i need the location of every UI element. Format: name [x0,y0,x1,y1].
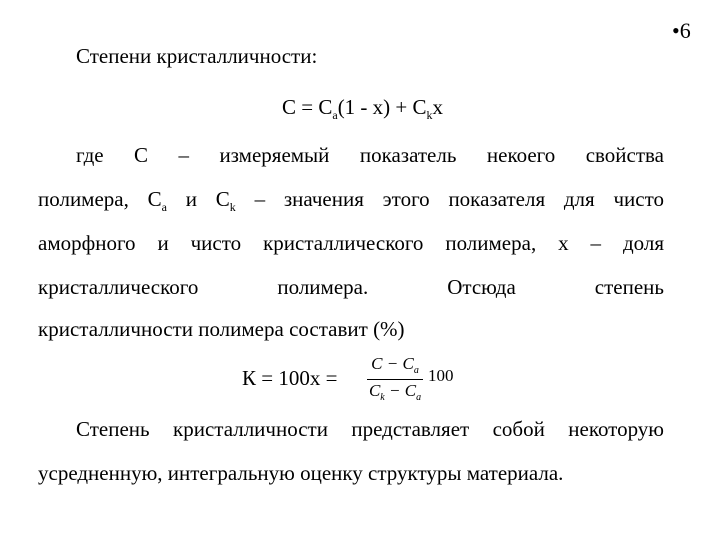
definition-line-3: аморфного и чисто кристаллического полимера, x – доля [38,231,664,255]
denominator-c: C [368,381,381,400]
fraction-bar [367,379,423,380]
denominator-subscript-a: a [416,392,422,403]
slide-number-value: 6 [679,18,691,43]
fraction-factor: 100 [428,366,454,385]
numerator-minus: − [382,354,403,373]
denominator-subscript-k: k [380,392,385,403]
heading: Степени кристалличности: [76,44,318,68]
degree-formula-lhs: К = 100x = [242,366,338,390]
definition-subscript-k: k [229,200,236,214]
crystallinity-formula [282,95,443,123]
definition-line-2-c: – значения этого показателя для чисто [235,187,664,211]
definition-line-2-a: полимера, C [38,187,162,211]
numerator-ca: C [402,354,414,373]
definition-subscript-a: a [161,200,167,214]
denominator-minus: − [384,381,405,400]
numerator-subscript-a: a [413,365,419,376]
degree-fraction [365,352,425,404]
conclusion-line-1: Степень кристалличности представляет собой некоторую [76,417,664,441]
definition-line-2 [38,187,664,215]
conclusion-line-2: усредненную, интегральную оценку структуры материала. [38,461,564,485]
definition-line-4: кристаллического полимера. Отсюда степень [38,275,664,299]
fraction-numerator [365,354,425,376]
definition-line-1: где C – измеряемый показатель некоего свойства [76,143,664,167]
formula-subscript-a: a [332,108,338,122]
formula-tail: x [432,95,444,119]
definition-line-2-b: и C [166,187,230,211]
formula-lhs: C = C [282,95,333,119]
formula-middle: (1 - x) + C [337,95,427,119]
slide-number [672,18,691,44]
numerator-c: C [371,354,383,373]
formula-subscript-k: k [426,108,433,122]
denominator-ca: C [404,381,417,400]
bullet-glyph: • [672,18,680,43]
definition-line-5: кристалличности полимера составит (%) [38,317,405,341]
fraction-denominator [365,381,425,403]
